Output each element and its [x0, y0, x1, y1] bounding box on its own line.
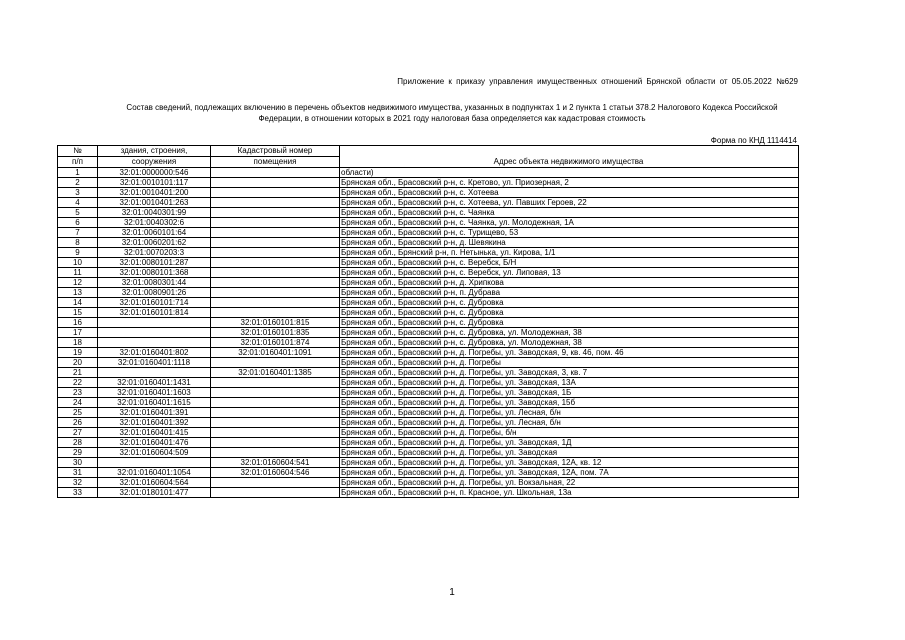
building-cadastral: [98, 368, 211, 378]
row-address: Брянская обл., Брасовский р-н, с. Дубровка, ул. Молодежная, 38: [340, 328, 799, 338]
row-address: Брянская обл., Брасовский р-н, с. Дубровка: [340, 298, 799, 308]
building-cadastral: 32:01:0040301:99: [98, 208, 211, 218]
row-address: Брянская обл., Брасовский р-н, д. Погребы: [340, 358, 799, 368]
building-cadastral: 32:01:0160401:802: [98, 348, 211, 358]
table-row: [58, 168, 799, 178]
table-row: [58, 488, 799, 498]
table-body: [58, 168, 799, 498]
row-number: 29: [58, 448, 98, 458]
row-address: Брянская обл., Брасовский р-н, с. Турищево, 53: [340, 228, 799, 238]
room-cadastral: [211, 268, 340, 278]
building-cadastral: 32:01:0160101:714: [98, 298, 211, 308]
room-cadastral: [211, 258, 340, 268]
row-number: 8: [58, 238, 98, 248]
row-address: Брянская обл., Брасовский р-н, д. Шевякина: [340, 238, 799, 248]
row-number: 11: [58, 268, 98, 278]
row-number: 9: [58, 248, 98, 258]
table-row: [58, 238, 799, 248]
row-address: Брянская обл., Брасовский р-н, с. Дубровка: [340, 308, 799, 318]
room-cadastral: [211, 248, 340, 258]
row-address: Брянская обл., Брасовский р-н, п. Красное, ул. Школьная, 13а: [340, 488, 799, 498]
building-cadastral: 32:01:0160604:509: [98, 448, 211, 458]
row-number: 10: [58, 258, 98, 268]
row-address: Брянская обл., Брасовский р-н, д. Погребы, ул. Заводская, 1Б: [340, 388, 799, 398]
row-number: 19: [58, 348, 98, 358]
row-number: 14: [58, 298, 98, 308]
building-cadastral: 32:01:0080901:26: [98, 288, 211, 298]
row-number: 4: [58, 198, 98, 208]
row-address: Брянская обл., Брасовский р-н, п. Дубрава: [340, 288, 799, 298]
building-cadastral: 32:01:0160401:391: [98, 408, 211, 418]
table-row: [58, 408, 799, 418]
row-number: 6: [58, 218, 98, 228]
building-cadastral: 32:01:0060201:62: [98, 238, 211, 248]
building-cadastral: 32:01:0160401:392: [98, 418, 211, 428]
row-address: Брянская обл., Брасовский р-н, с. Хотеева, ул. Павших Героев, 22: [340, 198, 799, 208]
table-row: [58, 468, 799, 478]
document-caption: [60, 102, 844, 124]
row-number: 30: [58, 458, 98, 468]
header-address: Адрес объекта недвижимого имущества: [340, 146, 799, 168]
building-cadastral: 32:01:0160401:1431: [98, 378, 211, 388]
row-number: 22: [58, 378, 98, 388]
building-cadastral: 32:01:0160101:814: [98, 308, 211, 318]
table-row: [58, 208, 799, 218]
row-address: Брянская обл., Брасовский р-н, с. Кретово, ул. Приозерная, 2: [340, 178, 799, 188]
row-address: Брянская обл., Брасовский р-н, д. Погребы, ул. Вокзальная, 22: [340, 478, 799, 488]
header-room-sub: помещения: [211, 157, 340, 168]
room-cadastral: 32:01:0160101:835: [211, 328, 340, 338]
table-row: [58, 178, 799, 188]
room-cadastral: [211, 438, 340, 448]
row-address: области): [340, 168, 799, 178]
building-cadastral: 32:01:0080101:368: [98, 268, 211, 278]
room-cadastral: [211, 378, 340, 388]
table-row: [58, 348, 799, 358]
building-cadastral: [98, 318, 211, 328]
table-row: [58, 278, 799, 288]
building-cadastral: [98, 328, 211, 338]
row-address: Брянская обл., Брасовский р-н, д. Погребы, ул. Заводская, 1Д: [340, 438, 799, 448]
caption-line-2: Федерации, в отношении которых в 2021 году налоговая база определяется как кадастровая стоимость: [258, 114, 646, 123]
table-row: [58, 288, 799, 298]
row-number: 32: [58, 478, 98, 488]
header-num-sub: п/п: [58, 157, 98, 168]
table-row: [58, 448, 799, 458]
room-cadastral: [211, 388, 340, 398]
room-cadastral: [211, 218, 340, 228]
row-number: 13: [58, 288, 98, 298]
row-address: Брянская обл., Брасовский р-н, д. Хрипкова: [340, 278, 799, 288]
room-cadastral: [211, 228, 340, 238]
row-number: 16: [58, 318, 98, 328]
room-cadastral: [211, 278, 340, 288]
row-address: Брянская обл., Брасовский р-н, д. Погребы, ул. Заводская, 12А, пом. 7А: [340, 468, 799, 478]
row-address: Брянская обл., Брянский р-н, п. Нетынька, ул. Кирова, 1/1: [340, 248, 799, 258]
building-cadastral: 32:01:0160401:1603: [98, 388, 211, 398]
caption-line-1: Состав сведений, подлежащих включению в перечень объектов недвижимого имущества, указанных в подпунктах 1 и 2 пункта 1 статьи 378.2 Налогового Кодекса Российской: [126, 103, 778, 112]
room-cadastral: [211, 488, 340, 498]
row-address: Брянская обл., Брасовский р-н, д. Погребы, ул. Заводская: [340, 448, 799, 458]
table-row: [58, 418, 799, 428]
room-cadastral: 32:01:0160401:1091: [211, 348, 340, 358]
room-cadastral: [211, 478, 340, 488]
building-cadastral: 32:01:0060101:64: [98, 228, 211, 238]
row-address: Брянская обл., Брасовский р-н, д. Погребы, ул. Заводская, 12А, кв. 12: [340, 458, 799, 468]
room-cadastral: [211, 358, 340, 368]
room-cadastral: [211, 398, 340, 408]
appendix-note: Приложение к приказу управления имущественных отношений Брянской области от 05.05.2022 №629: [397, 77, 798, 86]
building-cadastral: 32:01:0070203:3: [98, 248, 211, 258]
row-address: Брянская обл., Брасовский р-н, д. Погребы, ул. Заводская, 13А: [340, 378, 799, 388]
table-row: [58, 458, 799, 468]
row-address: Брянская обл., Брасовский р-н, с. Чаянка, ул. Молодежная, 1А: [340, 218, 799, 228]
room-cadastral: [211, 208, 340, 218]
header-room: Кадастровый номер: [211, 146, 340, 157]
row-number: 28: [58, 438, 98, 448]
row-address: Брянская обл., Брасовский р-н, д. Погребы, ул. Заводская, 3, кв. 7: [340, 368, 799, 378]
header-building: здания, строения,: [98, 146, 211, 157]
row-number: 7: [58, 228, 98, 238]
building-cadastral: 32:01:0010101:117: [98, 178, 211, 188]
row-number: 31: [58, 468, 98, 478]
table-row: [58, 368, 799, 378]
building-cadastral: 32:01:0000000:546: [98, 168, 211, 178]
table-row: [58, 298, 799, 308]
building-cadastral: 32:01:0160401:1615: [98, 398, 211, 408]
table-row: [58, 358, 799, 368]
header-building-sub: сооружения: [98, 157, 211, 168]
header-num: №: [58, 146, 98, 157]
row-address: Брянская обл., Брасовский р-н, д. Погребы, ул. Заводская, 15б: [340, 398, 799, 408]
room-cadastral: [211, 298, 340, 308]
table-header: [58, 146, 799, 168]
row-number: 23: [58, 388, 98, 398]
building-cadastral: 32:01:0160604:564: [98, 478, 211, 488]
table-row: [58, 258, 799, 268]
table-row: [58, 328, 799, 338]
building-cadastral: 32:01:0180101:477: [98, 488, 211, 498]
page-number: 1: [449, 587, 455, 598]
room-cadastral: [211, 188, 340, 198]
row-number: 20: [58, 358, 98, 368]
row-number: 18: [58, 338, 98, 348]
row-number: 24: [58, 398, 98, 408]
building-cadastral: 32:01:0160401:476: [98, 438, 211, 448]
building-cadastral: [98, 338, 211, 348]
room-cadastral: [211, 178, 340, 188]
row-address: Брянская обл., Брасовский р-н, д. Погребы, ул. Лесная, б/н: [340, 418, 799, 428]
room-cadastral: 32:01:0160101:874: [211, 338, 340, 348]
room-cadastral: 32:01:0160101:815: [211, 318, 340, 328]
table-row: [58, 398, 799, 408]
row-address: Брянская обл., Брасовский р-н, с. Дубровка, ул. Молодежная, 38: [340, 338, 799, 348]
room-cadastral: [211, 288, 340, 298]
row-number: 17: [58, 328, 98, 338]
room-cadastral: [211, 308, 340, 318]
table-row: [58, 438, 799, 448]
table-row: [58, 248, 799, 258]
table-row: [58, 198, 799, 208]
row-number: 15: [58, 308, 98, 318]
room-cadastral: [211, 428, 340, 438]
room-cadastral: [211, 418, 340, 428]
row-number: 27: [58, 428, 98, 438]
building-cadastral: 32:01:0160401:415: [98, 428, 211, 438]
building-cadastral: 32:01:0160401:1118: [98, 358, 211, 368]
building-cadastral: 32:01:0080101:287: [98, 258, 211, 268]
row-number: 1: [58, 168, 98, 178]
row-number: 21: [58, 368, 98, 378]
row-address: Брянская обл., Брасовский р-н, д. Погребы, б/н: [340, 428, 799, 438]
form-code: Форма по КНД 1114414: [710, 136, 797, 145]
building-cadastral: 32:01:0040302:6: [98, 218, 211, 228]
table-row: [58, 318, 799, 328]
row-number: 33: [58, 488, 98, 498]
building-cadastral: 32:01:0160401:1054: [98, 468, 211, 478]
row-number: 26: [58, 418, 98, 428]
room-cadastral: 32:01:0160401:1385: [211, 368, 340, 378]
row-address: Брянская обл., Брасовский р-н, с. Веребск, Б/Н: [340, 258, 799, 268]
table-row: [58, 218, 799, 228]
row-number: 3: [58, 188, 98, 198]
table-row: [58, 428, 799, 438]
room-cadastral: 32:01:0160604:546: [211, 468, 340, 478]
property-table: [57, 145, 799, 498]
room-cadastral: [211, 198, 340, 208]
room-cadastral: [211, 168, 340, 178]
table-row: [58, 478, 799, 488]
table-row: [58, 188, 799, 198]
row-number: 5: [58, 208, 98, 218]
table-row: [58, 268, 799, 278]
table-row: [58, 388, 799, 398]
building-cadastral: 32:01:0010401:200: [98, 188, 211, 198]
row-address: Брянская обл., Брасовский р-н, д. Погребы, ул. Лесная, б/н: [340, 408, 799, 418]
table-row: [58, 228, 799, 238]
table-row: [58, 378, 799, 388]
room-cadastral: 32:01:0160604:541: [211, 458, 340, 468]
row-address: Брянская обл., Брасовский р-н, д. Погребы, ул. Заводская, 9, кв. 46, пом. 46: [340, 348, 799, 358]
table-row: [58, 338, 799, 348]
building-cadastral: 32:01:0010401:263: [98, 198, 211, 208]
room-cadastral: [211, 448, 340, 458]
row-address: Брянская обл., Брасовский р-н, с. Хотеева: [340, 188, 799, 198]
table-row: [58, 308, 799, 318]
row-number: 25: [58, 408, 98, 418]
row-address: Брянская обл., Брасовский р-н, с. Веребск, ул. Липовая, 13: [340, 268, 799, 278]
row-number: 12: [58, 278, 98, 288]
room-cadastral: [211, 238, 340, 248]
row-address: Брянская обл., Брасовский р-н, с. Дубровка: [340, 318, 799, 328]
building-cadastral: [98, 458, 211, 468]
room-cadastral: [211, 408, 340, 418]
row-number: 2: [58, 178, 98, 188]
building-cadastral: 32:01:0080301:44: [98, 278, 211, 288]
row-address: Брянская обл., Брасовский р-н, с. Чаянка: [340, 208, 799, 218]
